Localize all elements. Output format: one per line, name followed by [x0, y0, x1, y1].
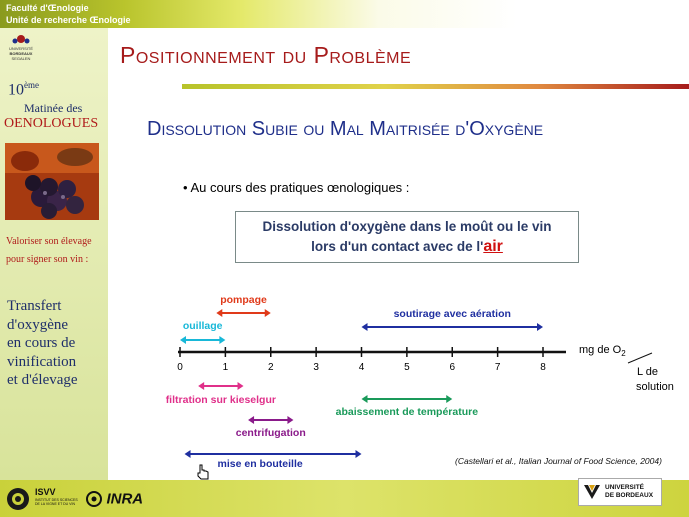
- inra-logo: [86, 490, 143, 508]
- inra-emblem-icon: [86, 490, 102, 508]
- range-arrow: [180, 320, 225, 344]
- range-arrow: [185, 450, 362, 470]
- range-arrowhead: [248, 416, 254, 424]
- box-line1: Dissolution d'oxygène dans le moût ou le vin: [262, 219, 552, 234]
- range-label: ouillage: [182, 320, 223, 332]
- event-number-value: 10: [8, 81, 24, 99]
- event-line3: OENOLOGUES: [4, 116, 99, 131]
- isvv-emblem-icon: [5, 486, 31, 512]
- isvv-label: ISVV: [35, 487, 56, 497]
- range-arrowhead: [180, 336, 186, 344]
- event-number-sup: ème: [24, 80, 39, 90]
- range-arrowhead: [238, 382, 244, 390]
- axis-tick-label: 7: [494, 362, 501, 373]
- topic-line: Transfert: [7, 298, 62, 314]
- range-label: centrifugation: [235, 427, 306, 439]
- range-arrows: [166, 294, 543, 470]
- axis-per-line2: solution: [636, 381, 674, 393]
- ub-line2: DE BORDEAUX: [605, 492, 654, 499]
- range-arrowhead: [446, 395, 452, 403]
- box-line2-prefix: lors d'un contact avec de l': [311, 239, 484, 254]
- range-arrow: [236, 416, 306, 439]
- topic-line: vinification: [7, 353, 77, 370]
- range-arrowhead: [216, 309, 222, 317]
- topic-line: d'oxygène: [7, 316, 69, 333]
- range-arrowhead: [287, 416, 293, 424]
- axis-per-line1: L de: [637, 366, 659, 378]
- range-arrow: [362, 308, 544, 331]
- range-arrow: [216, 294, 270, 317]
- range-arrow: [166, 382, 276, 406]
- event-line2: Matinée des: [24, 101, 83, 115]
- isvv-sub: INSTITUT DES SCIENCES DE LA VIGNE ET DU VIN: [35, 498, 78, 506]
- unit-label: Unité de recherche Œnologie: [6, 15, 131, 25]
- bullet-text: • Au cours des pratiques œnologiques :: [183, 180, 410, 195]
- range-arrowhead: [198, 382, 204, 390]
- ub-line1: UNIVERSITÉ: [605, 484, 645, 491]
- range-label: pompage: [220, 294, 267, 306]
- faculty-label: Faculté d'Œnologie: [6, 3, 89, 13]
- range-label: mise en bouteille: [217, 458, 303, 470]
- ub-logo: [578, 478, 662, 506]
- slogan-line2: pour signer son vin :: [6, 254, 89, 265]
- axis-tick-label: 2: [267, 362, 274, 373]
- axis-tick-label: 8: [540, 362, 546, 373]
- axis-tick-label: 6: [449, 362, 456, 373]
- range-arrow: [336, 395, 479, 418]
- slide-title: Positionnement du Problème: [120, 42, 412, 68]
- ub-emblem-icon: [582, 482, 602, 502]
- slide-subtitle: Dissolution Subie ou Mal Maitrisée d'Oxygène: [147, 118, 544, 140]
- inra-label: INRA: [106, 490, 144, 508]
- range-arrowhead: [537, 323, 543, 331]
- range-label: soutirage avec aération: [393, 308, 511, 320]
- range-arrowhead: [265, 309, 271, 317]
- university-logo-line: SEGALEN: [11, 56, 31, 61]
- axis-tick-label: 0: [177, 362, 183, 373]
- citation: (Castellari et al., Italian Journal of Food Science, 2004): [455, 456, 662, 466]
- axis-unit-sub: 2: [621, 349, 626, 359]
- isvv-logo: [5, 486, 85, 512]
- range-label: filtration sur kieselgur: [165, 394, 276, 406]
- box-air-word: air: [483, 238, 503, 255]
- range-arrowhead: [362, 323, 368, 331]
- university-logo-line: UNIVERSITÉ: [8, 46, 33, 51]
- range-arrowhead: [219, 336, 225, 344]
- slogan-line1: Valoriser son élevage: [6, 236, 92, 247]
- topic-line: en cours de: [7, 335, 76, 351]
- axis-unit: [579, 344, 626, 358]
- range-arrowhead: [362, 395, 368, 403]
- axis-unit-text: mg de O: [579, 344, 622, 356]
- range-arrowhead: [185, 450, 191, 458]
- topic-line: et d'élevage: [7, 372, 78, 388]
- axis-tick-label: 4: [358, 362, 365, 373]
- axis-tick-label: 1: [222, 362, 229, 373]
- range-label: abaissement de température: [335, 406, 479, 418]
- axis-tick-label: 3: [313, 362, 319, 373]
- axis-divider: [628, 353, 652, 363]
- axis-tick-label: 5: [404, 362, 410, 373]
- university-logo-line: BORDEAUX: [9, 51, 33, 56]
- range-arrowhead: [356, 450, 362, 458]
